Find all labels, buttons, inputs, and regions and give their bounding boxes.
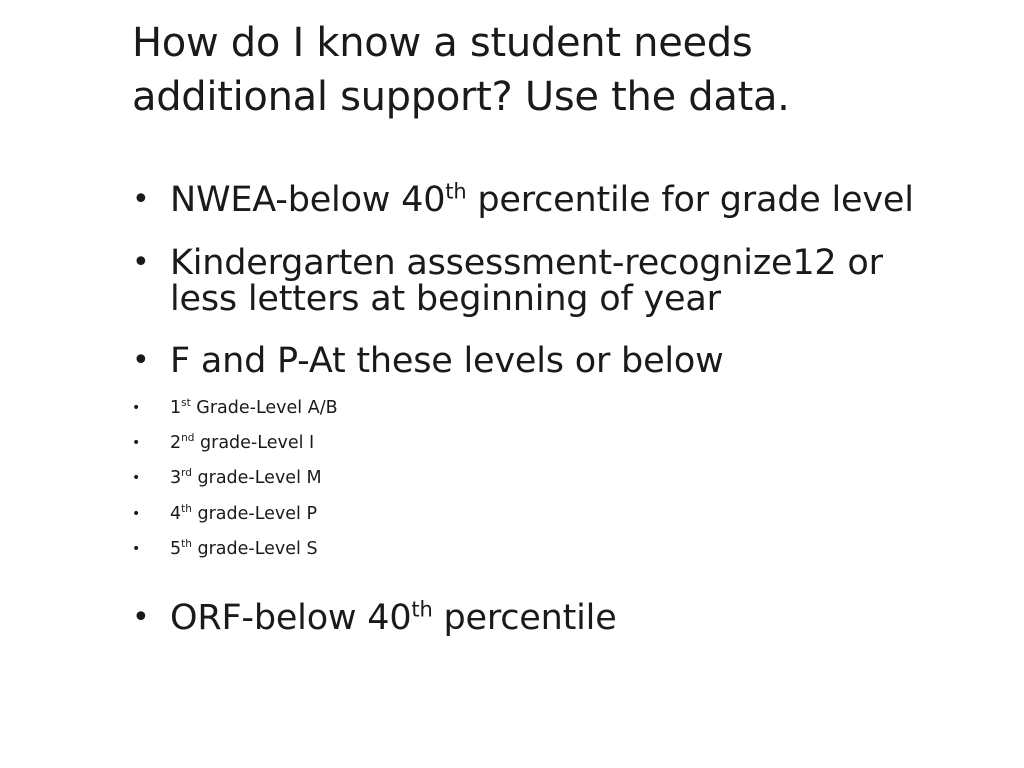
bullet-dot-icon: • [132,400,141,416]
bullet-orf-sup: th [411,597,433,622]
bullet-dot-icon: • [132,541,141,557]
grade-level-rest: grade-Level S [191,539,318,559]
grade-level-text [170,467,322,489]
bullet-nwea-sup: th [445,179,467,204]
grade-level-rest: grade-Level M [191,468,322,488]
bullet-dot-icon: • [132,506,141,522]
bullet-kindergarten-text [170,244,883,318]
grade-ordinal-sup: th [181,503,192,516]
bullet-kindergarten-line-1: Kindergarten assessment-recognize12 or [170,243,883,283]
grade-ordinal-sup: st [181,397,191,410]
grade-level-text [170,432,314,454]
bullet-f-and-p-text: F and P-At these levels or below [170,341,724,381]
bullet-dot-icon: • [132,245,150,280]
bullet-orf-text [170,599,617,637]
bullet-dot-icon: • [132,182,150,217]
slide-title [132,16,992,124]
grade-number: 5 [170,539,182,559]
grade-number: 4 [170,504,182,524]
bullet-nwea-text [170,181,914,219]
bullet-dot-icon: • [132,343,150,378]
slide-title-line-1: How do I know a student needs [132,20,753,66]
grade-level-text [170,397,338,419]
bullet-orf-pre: ORF-below 40 [170,598,412,638]
bullet-nwea-pre: NWEA-below 40 [170,180,446,220]
grade-level-rest: Grade-Level A/B [190,398,338,418]
bullet-kindergarten-line-2: less letters at beginning of year [170,279,721,319]
grade-level-rest: grade-Level P [191,504,318,524]
grade-number: 3 [170,468,182,488]
grade-level-text [170,538,318,560]
grade-ordinal-sup: th [181,538,192,551]
grade-number: 1 [170,398,182,418]
bullet-nwea-post: percentile for grade level [466,180,914,220]
grade-level-text [170,503,317,525]
grade-level-rest: grade-Level I [194,433,315,453]
bullet-dot-icon: • [132,435,141,451]
slide-title-line-2: additional support? Use the data. [132,74,790,120]
bullet-orf-post: percentile [432,598,617,638]
grade-ordinal-sup: nd [181,432,195,445]
bullet-dot-icon: • [132,470,141,486]
bullet-dot-icon: • [132,600,150,635]
grade-number: 2 [170,433,182,453]
grade-ordinal-sup: rd [181,467,192,480]
